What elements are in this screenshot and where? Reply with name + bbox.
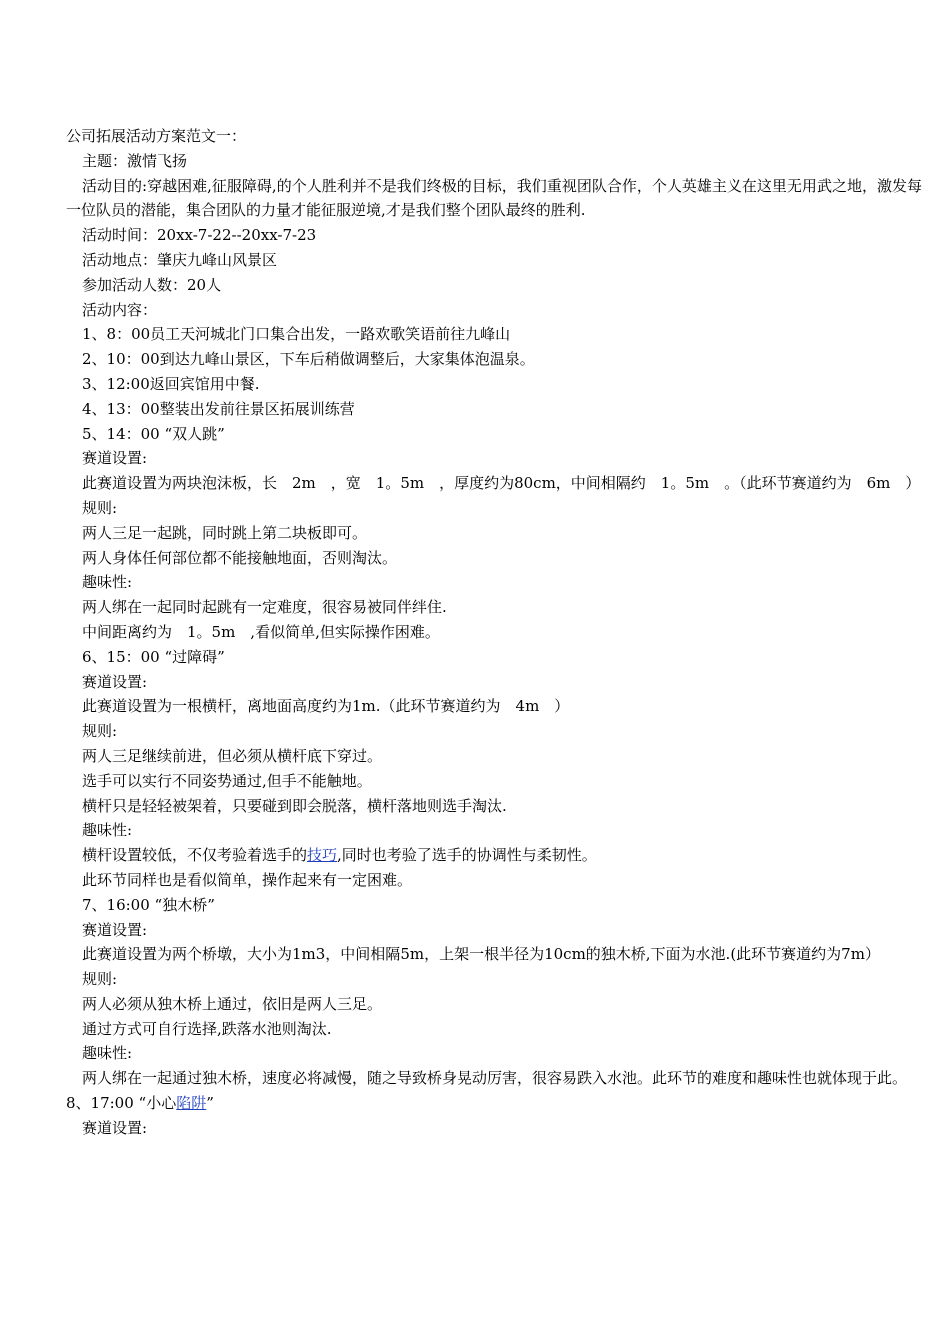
event5-setup: 此赛道设置为两块泡沫板，长 2m ，宽 1。5m ，厚度约为80cm，中间相隔约 1。5m 。（此环节赛道约为 6m ） bbox=[82, 474, 921, 493]
event5-rule: 两人身体任何部位都不能接触地面，否则淘汰。 bbox=[82, 548, 398, 567]
event6-fun bbox=[66, 843, 922, 868]
event5-rules-label: 规则: bbox=[82, 498, 118, 517]
event7-rule: 通过方式可自行选择,跌落水池则淘汰. bbox=[82, 1019, 332, 1038]
activity-theme: 主题：激情飞扬 bbox=[82, 151, 188, 170]
event6-fun-text: ,同时也考验了选手的协调性与柔韧性。 bbox=[337, 846, 597, 865]
schedule-item: 4、13：00整装出发前往景区拓展训练营 bbox=[82, 399, 355, 418]
event6-fun-label: 趣味性: bbox=[82, 821, 133, 840]
event8-title-text: ” bbox=[206, 1094, 214, 1113]
event7-setup-label: 赛道设置: bbox=[82, 920, 148, 939]
schedule-item: 3、12:00返回宾馆用中餐. bbox=[82, 374, 260, 393]
event6-fun: 此环节同样也是看似简单，操作起来有一定困难。 bbox=[82, 870, 413, 889]
event6-rule: 选手可以实行不同姿势通过,但手不能触地。 bbox=[82, 771, 372, 790]
event5-rule: 两人三足一起跳，同时跳上第二块板即可。 bbox=[82, 523, 368, 542]
event8-title bbox=[66, 1091, 922, 1116]
event7-setup: 此赛道设置为两个桥墩，大小为1m3，中间相隔5m，上架一根半径为10cm的独木桥,下面为水池.(此环节赛道约为7m） bbox=[82, 945, 880, 964]
event6-title: 6、15：00 “过障碍” bbox=[82, 647, 225, 666]
document-page bbox=[66, 124, 922, 1141]
document-title: 公司拓展活动方案范文一： bbox=[66, 127, 247, 145]
event7-rule: 两人必须从独木桥上通过，依旧是两人三足。 bbox=[82, 994, 383, 1013]
event6-setup-label: 赛道设置: bbox=[82, 672, 148, 691]
content-label: 活动内容： bbox=[82, 300, 158, 319]
schedule-item: 2、10：00到达九峰山景区，下车后稍做调整后，大家集体泡温泉。 bbox=[82, 350, 535, 369]
event5-setup-label: 赛道设置: bbox=[82, 449, 148, 468]
event6-setup: 此赛道设置为一根横杆，离地面高度约为1m.（此环节赛道约为 4m ） bbox=[82, 697, 570, 716]
activity-people: 参加活动人数：20人 bbox=[82, 275, 222, 294]
event8-title-text: 8、17:00 “小心 bbox=[66, 1094, 177, 1113]
event5-fun: 两人绑在一起同时起跳有一定难度，很容易被同伴绊住. bbox=[82, 598, 447, 617]
event6-fun-text: 横杆设置较低，不仅考验着选手的 bbox=[82, 846, 308, 865]
activity-place: 活动地点：肇庆九峰山风景区 bbox=[82, 250, 278, 269]
event8-setup-label: 赛道设置: bbox=[82, 1118, 148, 1137]
event7-fun: 两人绑在一起通过独木桥，速度必将减慢，随之导致桥身晃动厉害，很容易跌入水池。此环节的难度和趣味性也就体现于此。 bbox=[82, 1069, 908, 1088]
event7-rules-label: 规则: bbox=[82, 970, 118, 989]
event7-fun-label: 趣味性: bbox=[82, 1044, 133, 1063]
event5-fun-label: 趣味性: bbox=[82, 573, 133, 592]
event7-title: 7、16:00 “独木桥” bbox=[82, 895, 215, 914]
event6-rule: 横杆只是轻轻被架着，只要碰到即会脱落，横杆落地则选手淘汰. bbox=[82, 796, 507, 815]
event5-fun: 中间距离约为 1。5m ,看似简单,但实际操作困难。 bbox=[82, 622, 440, 641]
schedule-item: 1、8：00员工天河城北门口集合出发，一路欢歌笑语前往九峰山 bbox=[82, 325, 511, 344]
trap-link[interactable]: 陷阱 bbox=[176, 1094, 207, 1113]
activity-time: 活动时间：20xx-7-22--20xx-7-23 bbox=[82, 226, 317, 245]
event6-rules-label: 规则: bbox=[82, 722, 118, 741]
skill-link[interactable]: 技巧 bbox=[307, 846, 338, 865]
activity-purpose: 活动目的:穿越困难,征服障碍,的个人胜利并不是我们终极的目标，我们重视团队合作，个人英雄主义在这里无用武之地，激发每一位队员的潜能，集合团队的力量才能征服逆境,才是我们整个团队最终的胜利. bbox=[66, 176, 922, 220]
schedule-item: 5、14：00 “双人跳” bbox=[82, 424, 225, 443]
event6-rule: 两人三足继续前进，但必须从横杆底下穿过。 bbox=[82, 746, 383, 765]
